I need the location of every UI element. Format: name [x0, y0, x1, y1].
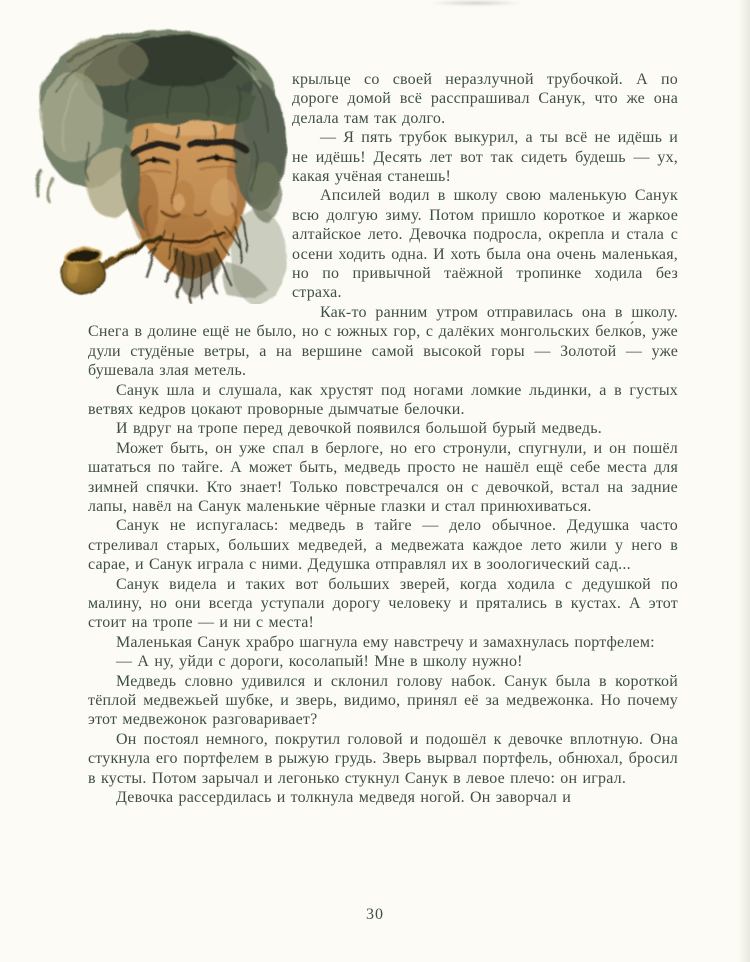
- paragraph: Санук не испугалась: медведь в тайге — дело обычное. Дедушка часто стреливал старых, больших медведей, а медвежата каждое лето жили у него в сарае, и Санук играла с ними. Дедушка отправлял их в зоологический сад...: [88, 517, 678, 574]
- paragraph: — А ну, уйди с дороги, косолапый! Мне в школу нужно!: [116, 653, 523, 671]
- paragraph: Маленькая Санук храбро шагнула ему навстречу и замахнулась портфелем:: [116, 633, 655, 651]
- paragraph: Девочка рассердилась и толкнула медведя ногой. Он заворчал и: [116, 789, 572, 807]
- pipe: [62, 233, 159, 294]
- portrait-svg: [28, 22, 288, 304]
- paragraph: — Я пять трубок выкурил, а ты всё не идёшь и не идёшь! Десять лет вот так сидеть будешь — ух, какая учёная станешь!: [292, 129, 678, 186]
- paragraph: Может быть, он уже спал в берлоге, но его стронули, спугнули, и он пошёл шататься по тайге. А может быть, медведь просто не нашёл ещё себе места для зимней спячки. Кто знает! Только повстречался он с девочкой, встал на задние лапы, навёл на Санук маленькие чёрные глазки и стал принюхиваться.: [88, 439, 678, 515]
- paragraph: Апсилей водил в школу свою маленькую Санук всю долгую зиму. Потом пришло короткое и жаркое алтайское лето. Девочка подросла, окрепла и стала с осени ходить одна. И хоть была она очень маленькая, но по привычной таёжной тропинке ходила без страха.: [292, 187, 678, 302]
- paragraph: Как-то ранним утром отправилась она в школу. Снега в долине ещё не было, но с южных гор, с далёких монгольских белко́в, уже дули студёные ветры, а на вершине самой высокой горы — Золотой — уже бушевала злая метель.: [88, 303, 678, 380]
- paragraph: Он постоял немного, покрутил головой и подошёл к девочке вплотную. Она стукнула его портфелем в рыжую грудь. Зверь вырвал портфель, обнюхал, бросил в кусты. Потом зарычал и легонько стукнул Санук в левое плечо: он играл.: [88, 730, 678, 787]
- paragraph: крыльце со своей неразлучной трубочкой. А по дороге домой всё расспрашивал Санук, что же она делала там так долго.: [292, 71, 678, 127]
- portrait-illustration: [28, 22, 288, 304]
- paragraph: Санук шла и слушала, как хрустят под ногами ломкие льдинки, а в густых ветвях кедров цокают проворные дымчатые белочки.: [88, 381, 678, 418]
- paragraph: Санук видела и таких вот больших зверей, когда ходила с дедушкой по малину, но они всегда уступали дорогу человеку и прятались в кустах. А этот стоит на тропе — и ни с места!: [88, 575, 678, 632]
- paragraph: Медведь словно удивился и склонил голову набок. Санук была в короткой тёплой медвежьей шубке, и зверь, видимо, принял её за медвежонка. Но почему этот медвежонок разговаривает?: [88, 672, 678, 729]
- page-number: 30: [366, 906, 384, 923]
- paragraph: И вдруг на тропе перед девочкой появился большой бурый медведь.: [116, 420, 602, 438]
- scan-smudge: [428, 0, 524, 6]
